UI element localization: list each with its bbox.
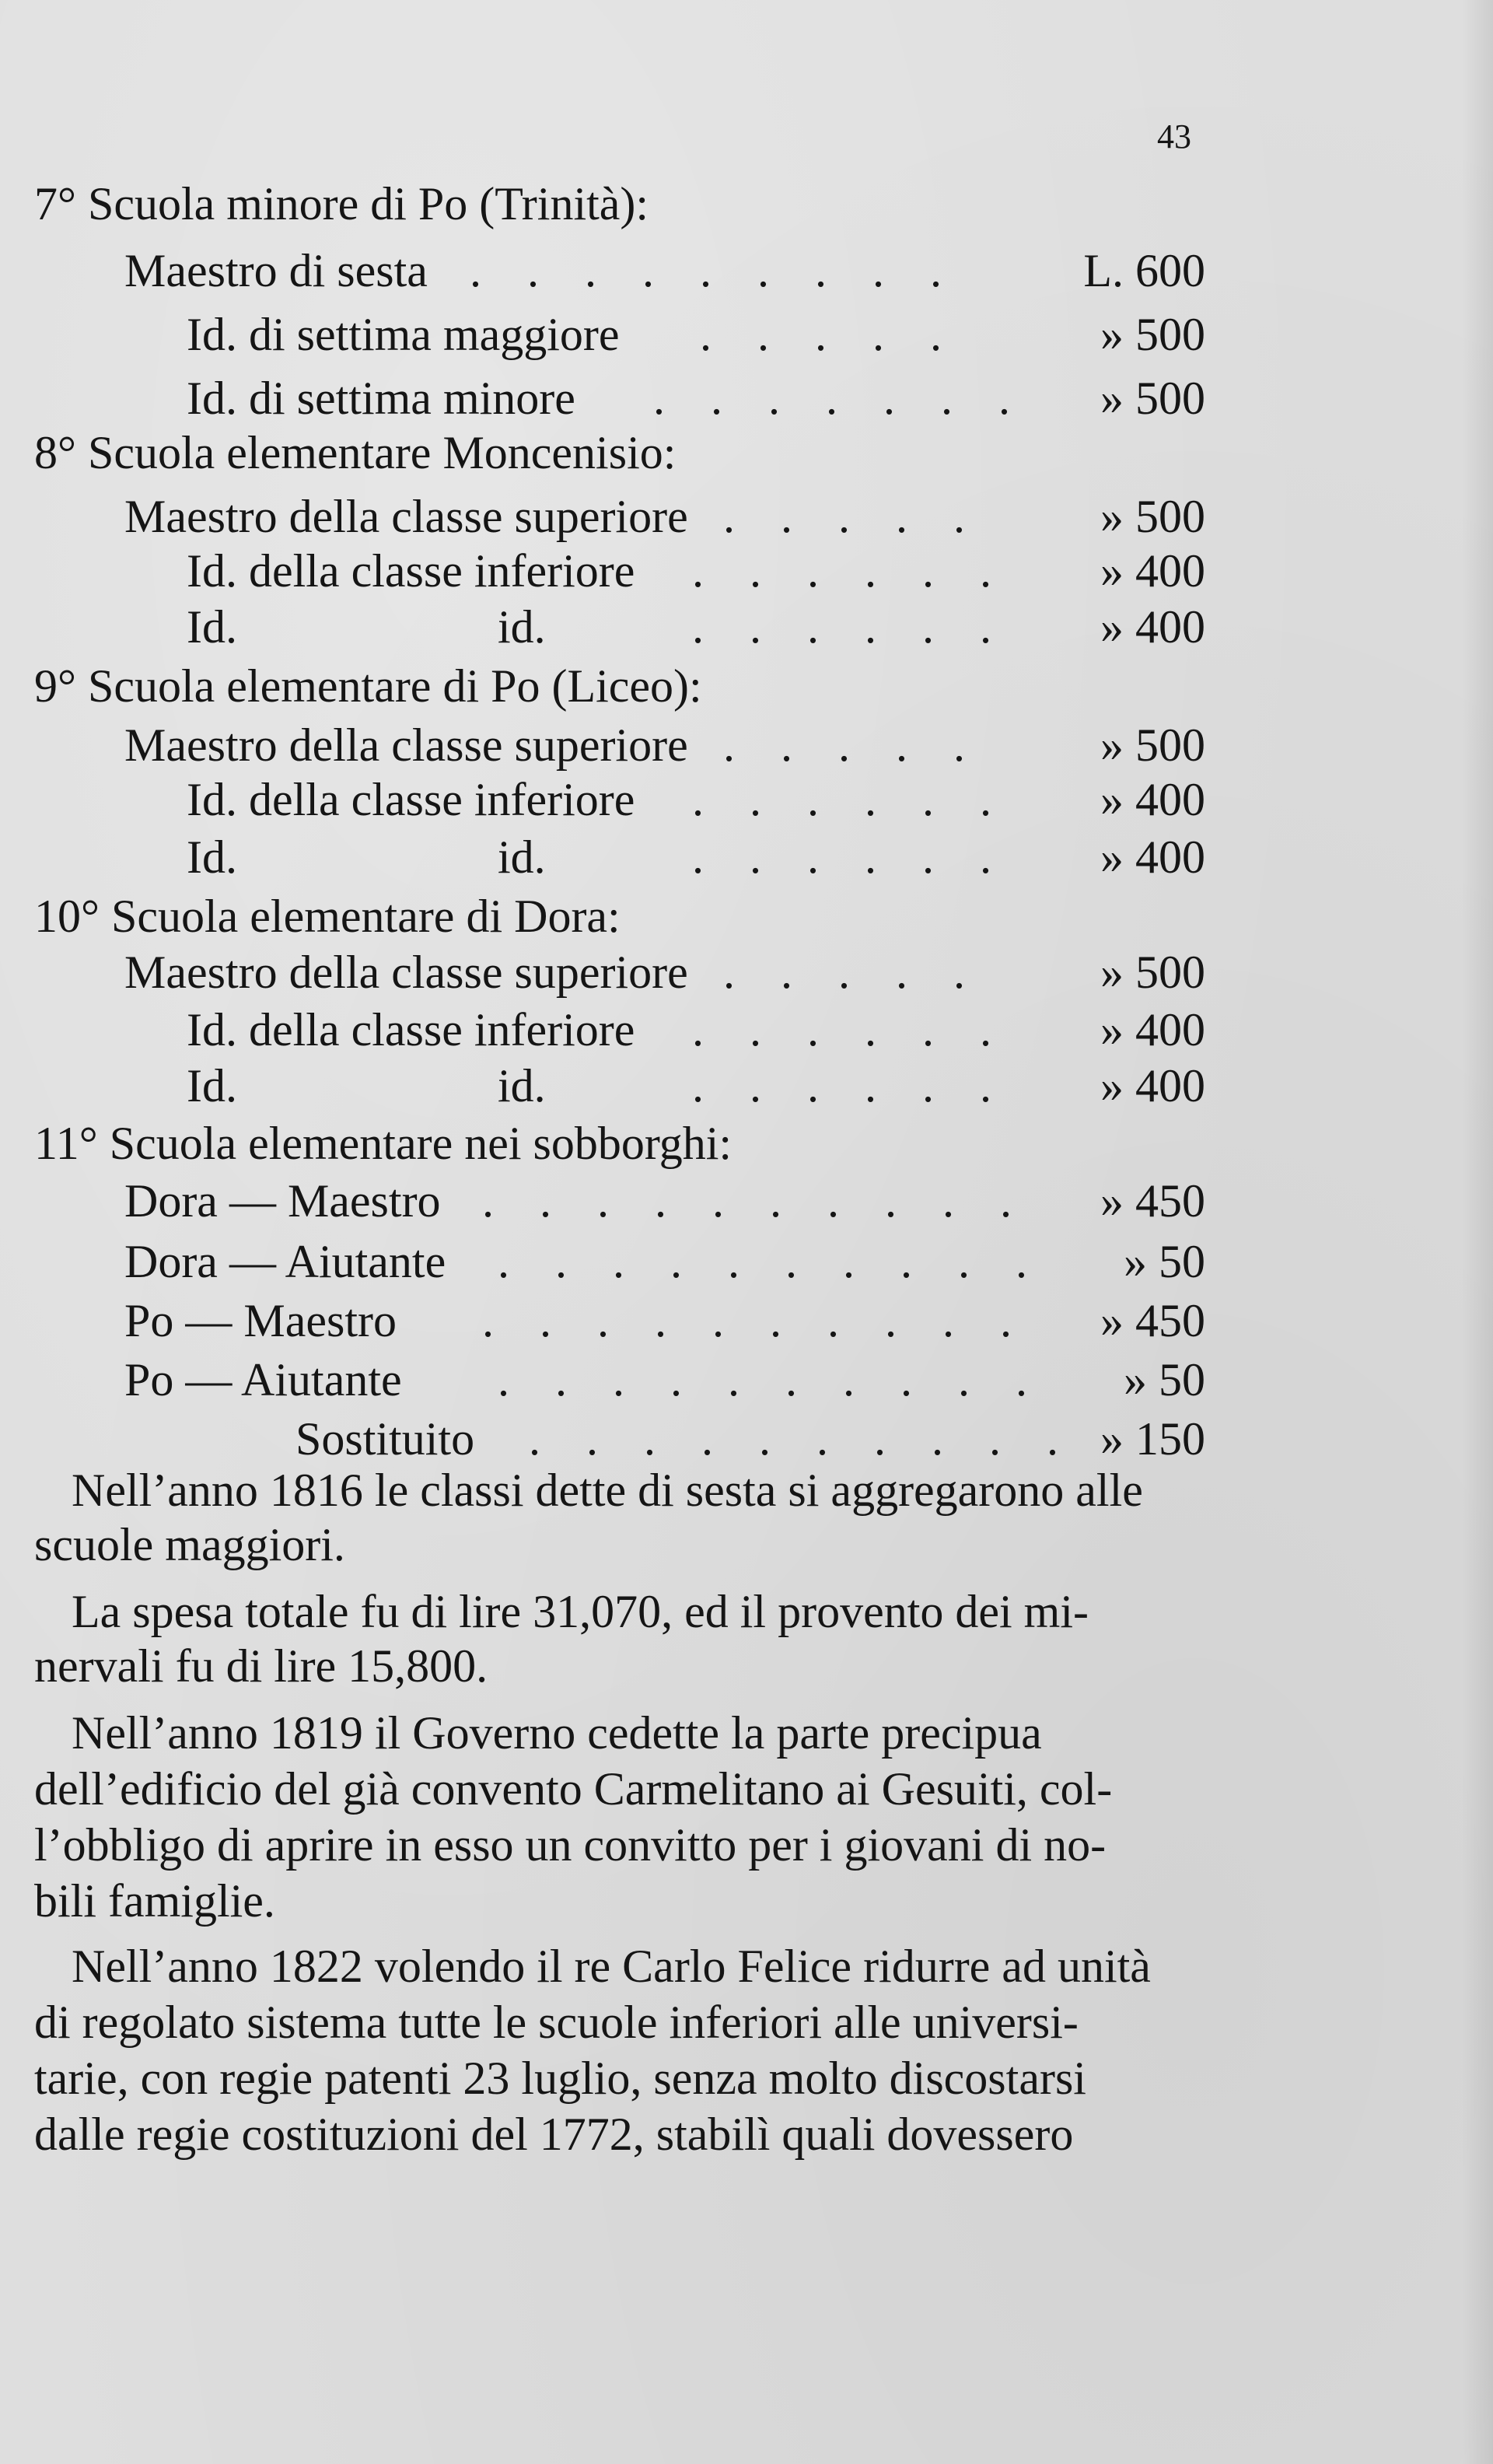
entry-label: Maestro della classe superiore bbox=[124, 947, 688, 998]
entry-amount: » 450 bbox=[1100, 1175, 1205, 1227]
entry-label-ditto: id. bbox=[498, 831, 546, 883]
entry-label: Dora — Maestro bbox=[124, 1175, 441, 1227]
entry-leader-dots: . . . . . . bbox=[692, 1060, 1009, 1111]
entry-amount: » 400 bbox=[1100, 1060, 1205, 1111]
entry-label: Maestro della classe superiore bbox=[124, 719, 688, 771]
entry-leader-dots: . . . . . . bbox=[692, 601, 1009, 653]
entry-label: Id. della classe inferiore bbox=[187, 1004, 635, 1055]
paragraph-line: Nell’anno 1816 le classi dette di sesta si aggregarono alle bbox=[72, 1465, 1143, 1516]
entry-label: Maestro di sesta bbox=[124, 245, 428, 296]
paragraph-line: La spesa totale fu di lire 31,070, ed il provento dei mi- bbox=[72, 1586, 1089, 1637]
section-heading-11: 11° Scuola elementare nei sobborghi: bbox=[34, 1118, 733, 1169]
entry-amount: » 50 bbox=[1124, 1354, 1205, 1405]
paragraph-line: nervali fu di lire 15,800. bbox=[34, 1640, 488, 1692]
entry-amount: » 500 bbox=[1100, 491, 1205, 542]
entry-label: Dora — Aiutante bbox=[124, 1236, 446, 1287]
entry-leader-dots: . . . . . . bbox=[692, 831, 1009, 883]
paragraph-line: l’obbligo di aprire in esso un convitto per i giovani di no- bbox=[34, 1819, 1107, 1871]
entry-leader-dots: . . . . . . bbox=[692, 774, 1009, 825]
entry-amount: » 450 bbox=[1100, 1295, 1205, 1346]
entry-leader-dots: . . . . . . . . . . bbox=[498, 1236, 1044, 1287]
entry-leader-dots: . . . . . . . . . . bbox=[529, 1413, 1075, 1465]
entry-leader-dots: . . . . . . . . . . bbox=[482, 1295, 1029, 1346]
entry-label: Id. bbox=[187, 831, 237, 883]
entry-label: Id. di settima maggiore bbox=[187, 309, 620, 360]
entry-label: Id. di settima minore bbox=[187, 373, 575, 424]
entry-label: Id. della classe inferiore bbox=[187, 545, 635, 597]
page-number: 43 bbox=[1157, 117, 1191, 156]
section-heading-10: 10° Scuola elementare di Dora: bbox=[34, 891, 621, 942]
entry-amount: » 50 bbox=[1124, 1236, 1205, 1287]
entry-label: Maestro della classe superiore bbox=[124, 491, 688, 542]
section-heading-9: 9° Scuola elementare di Po (Liceo): bbox=[34, 660, 702, 712]
entry-label: Id. della classe inferiore bbox=[187, 774, 635, 825]
entry-amount: L. 600 bbox=[1083, 245, 1205, 296]
page-edge-shadow bbox=[1462, 0, 1493, 2464]
entry-amount: » 400 bbox=[1100, 831, 1205, 883]
entry-leader-dots: . . . . . . . . . . bbox=[498, 1354, 1044, 1405]
entry-amount: » 150 bbox=[1100, 1413, 1205, 1465]
paragraph-line: Nell’anno 1822 volendo il re Carlo Felice ridurre ad unità bbox=[72, 1941, 1151, 1992]
entry-leader-dots: . . . . . . bbox=[692, 545, 1009, 597]
entry-label: Id. bbox=[187, 601, 237, 653]
paragraph-line: dell’edificio del già convento Carmelitano ai Gesuiti, col- bbox=[34, 1763, 1113, 1815]
entry-leader-dots: . . . . . bbox=[723, 491, 982, 542]
paragraph-line: di regolato sistema tutte le scuole inferiori alle universi- bbox=[34, 1997, 1079, 2048]
entry-label: Po — Aiutante bbox=[124, 1354, 402, 1405]
entry-leader-dots: . . . . . . bbox=[692, 1004, 1009, 1055]
section-heading-8: 8° Scuola elementare Moncenisio: bbox=[34, 427, 677, 478]
entry-amount: » 400 bbox=[1100, 1004, 1205, 1055]
entry-label: Id. bbox=[187, 1060, 237, 1111]
entry-leader-dots: . . . . . bbox=[723, 947, 982, 998]
paragraph-line: tarie, con regie patenti 23 luglio, senza molto discostarsi bbox=[34, 2053, 1086, 2104]
entry-amount: » 400 bbox=[1100, 545, 1205, 597]
entry-label: Sostituito bbox=[295, 1413, 475, 1465]
entry-amount: » 500 bbox=[1100, 373, 1205, 424]
section-heading-7: 7° Scuola minore di Po (Trinità): bbox=[34, 178, 649, 229]
entry-amount: » 500 bbox=[1100, 719, 1205, 771]
entry-amount: » 400 bbox=[1100, 601, 1205, 653]
paragraph-line: bili famiglie. bbox=[34, 1875, 275, 1927]
entry-leader-dots: . . . . . bbox=[700, 309, 959, 360]
entry-leader-dots: . . . . . bbox=[723, 719, 982, 771]
entry-amount: » 400 bbox=[1100, 774, 1205, 825]
entry-label-ditto: id. bbox=[498, 601, 546, 653]
entry-leader-dots: . . . . . . . . . . bbox=[482, 1175, 1029, 1227]
paragraph-line: scuole maggiori. bbox=[34, 1519, 345, 1570]
entry-leader-dots: . . . . . . . bbox=[653, 373, 1027, 424]
entry-label: Po — Maestro bbox=[124, 1295, 397, 1346]
entry-leader-dots: . . . . . . . . . bbox=[470, 245, 959, 296]
entry-amount: » 500 bbox=[1100, 309, 1205, 360]
paragraph-line: dalle regie costituzioni del 1772, stabilì quali dovessero bbox=[34, 2109, 1074, 2160]
paragraph-line: Nell’anno 1819 il Governo cedette la parte precipua bbox=[72, 1707, 1042, 1759]
entry-label-ditto: id. bbox=[498, 1060, 546, 1111]
entry-amount: » 500 bbox=[1100, 947, 1205, 998]
